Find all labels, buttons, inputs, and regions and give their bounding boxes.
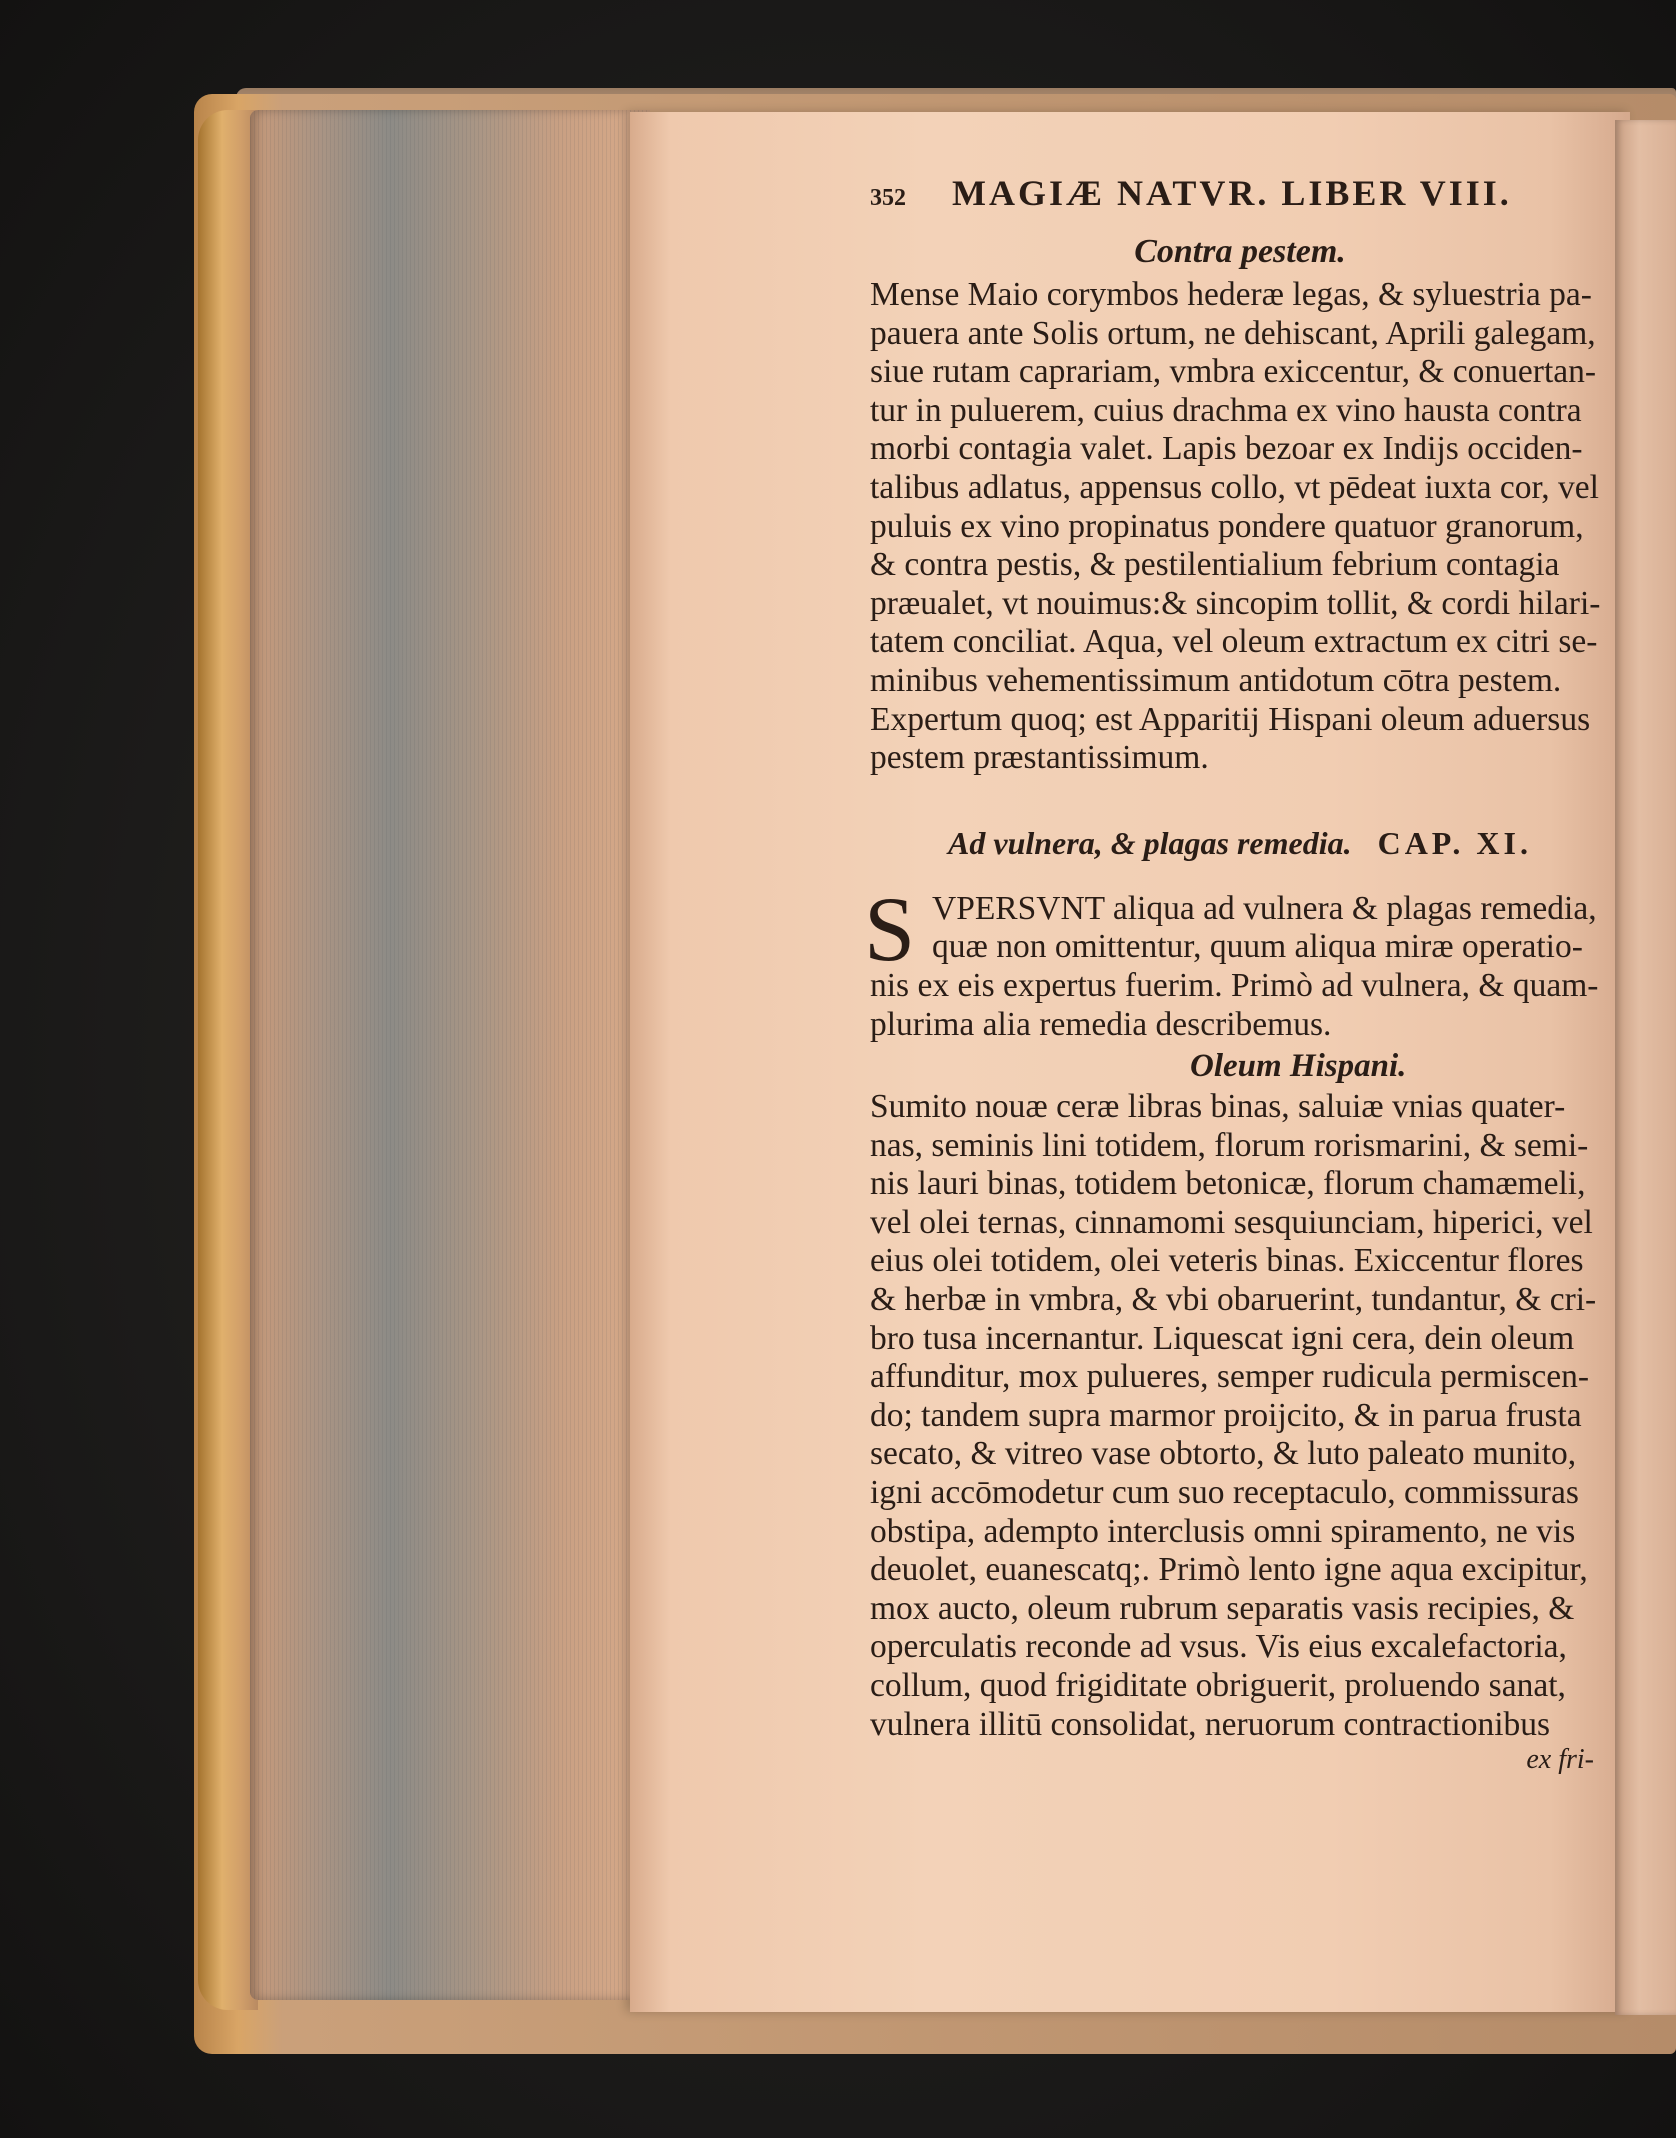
text-line: puluis ex vino propinatus pondere quatuor granorum, — [870, 507, 1584, 545]
running-title: MAGIÆ NATVR. LIBER VIII. — [952, 173, 1512, 213]
chapter-number: CAP. XI. — [1377, 825, 1532, 862]
text-line: Sumito nouæ ceræ libras binas, saluiæ vnias quater- — [870, 1088, 1566, 1126]
text-line: nis ex eis expertus fuerim. Primò ad vulnera, & quam- — [870, 966, 1599, 1004]
text-line: obstipa, adempto interclusis omni spiramento, ne vis — [870, 1512, 1576, 1550]
page-number: 352 — [870, 185, 906, 211]
text-line: mox aucto, oleum rubrum separatis vasis recipies, & — [870, 1589, 1575, 1627]
text-line: tur in puluerem, cuius drachma ex vino hausta contra — [870, 391, 1582, 429]
chapter-intro-paragraph — [864, 877, 1610, 1044]
section-body-oleum-hispani — [870, 1088, 1610, 1744]
text-line: deuolet, euanescatq;. Primò lento igne aqua excipitur, — [870, 1551, 1588, 1589]
text-line: plurima alia remedia describemus. — [870, 1005, 1332, 1043]
section-heading-contra-pestem: Contra pestem. — [1134, 233, 1346, 270]
text-line: & herbæ in vmbra, & vbi obaruerint, tundantur, & cri- — [870, 1281, 1597, 1319]
text-line: VPERSVNT aliqua ad vulnera & plagas remedia, — [932, 889, 1597, 927]
text-line: secato, & vitreo vase obtorto, & luto paleato munito, — [870, 1435, 1577, 1473]
text-line: affunditur, mox pulueres, semper rudicula permiscen- — [870, 1358, 1589, 1396]
text-line: pestem præstantissimum. — [870, 739, 1209, 777]
text-line: quæ non omittentur, quum aliqua miræ operatio- — [932, 928, 1583, 966]
section-body-contra-pestem — [870, 276, 1610, 778]
text-line: eius olei totidem, olei veteris binas. Exiccentur flores — [870, 1242, 1584, 1280]
text-line: minibus vehementissimum antidotum cōtra pestem. — [870, 661, 1562, 699]
text-line: Mense Maio corymbos hederæ legas, & syluestria pa- — [870, 276, 1592, 313]
chapter-heading — [870, 798, 1610, 890]
facing-page-edge — [1615, 120, 1676, 2015]
text-line: pauera ante Solis ortum, ne dehiscant, Aprili galegam, — [870, 314, 1596, 352]
text-line: præualet, vt nouimus:& sincopim tollit, & cordi hilari- — [870, 584, 1601, 622]
chapter-intro-lines — [870, 890, 1610, 1044]
book-spine-edge — [198, 110, 258, 2010]
page-text — [864, 172, 1610, 1778]
section-heading-oleum-hispani: Oleum Hispani. — [1190, 1048, 1407, 1085]
text-line: vel olei ternas, cinnamomi sesquiunciam, hiperici, vel — [870, 1203, 1593, 1241]
text-line: & contra pestis, & pestilentialium febrium contagia — [870, 546, 1560, 584]
page-block-edges — [250, 110, 650, 2000]
text-line: do; tandem supra marmor proijcito, & in parua frusta — [870, 1396, 1582, 1434]
text-line: vulnera illitū consolidat, neruorum contractionibus — [870, 1705, 1551, 1743]
text-line: morbi contagia valet. Lapis bezoar ex Indijs occiden- — [870, 430, 1583, 468]
text-line: tatem conciliat. Aqua, vel oleum extractum ex citri se- — [870, 623, 1598, 661]
text-line: nas, seminis lini totidem, florum rorismarini, & semi- — [870, 1126, 1589, 1164]
text-line: siue rutam caprariam, vmbra exiccentur, & conuertan- — [870, 353, 1597, 391]
text-line: igni accōmodetur cum suo receptaculo, commissuras — [870, 1474, 1579, 1512]
text-line: Expertum quoq; est Apparitij Hispani oleum aduersus — [870, 700, 1591, 738]
drop-capital: S — [864, 877, 916, 980]
running-head — [870, 172, 1610, 228]
text-line: nis lauri binas, totidem betonicæ, florum chamæmeli, — [870, 1165, 1586, 1203]
text-line: operculatis reconde ad vsus. Vis eius excalefactoria, — [870, 1628, 1567, 1666]
chapter-title: Ad vulnera, & plagas remedia. — [948, 825, 1352, 862]
text-line: talibus adlatus, appensus collo, vt pēdeat iuxta cor, vel — [870, 468, 1599, 506]
catchword: ex fri- — [1526, 1744, 1594, 1776]
text-line: collum, quod frigiditate obriguerit, proluendo sanat, — [870, 1667, 1566, 1704]
text-line: bro tusa incernantur. Liquescat igni cera, dein oleum — [870, 1319, 1575, 1357]
